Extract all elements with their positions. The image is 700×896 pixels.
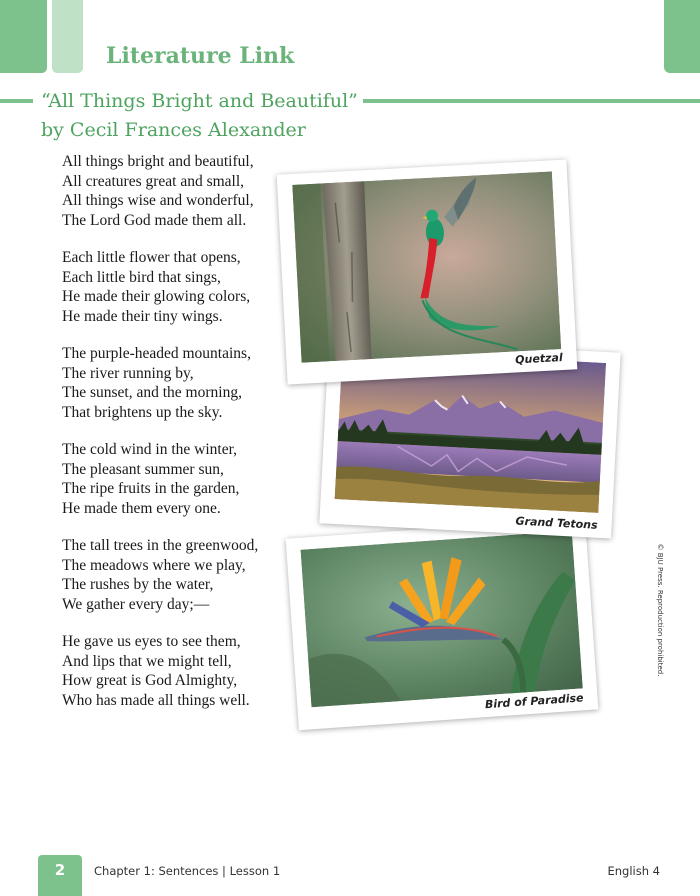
poem-stanza [62,536,302,614]
poem-line: Who has made all things well. [62,691,250,709]
poem-line: The pleasant summer sun, [62,460,224,478]
photo-bird-of-paradise [286,518,599,730]
photo-quetzal [277,160,578,385]
header-tab-left [0,0,47,73]
footer-book: English 4 [607,864,660,878]
quetzal-image [292,171,561,362]
page-number-box [38,855,82,896]
poem-stanza [62,440,302,518]
poem-line: All things wise and wonderful, [62,192,254,209]
title-rule-left [0,99,33,103]
poem-line: We gather every day;— [62,595,210,613]
section-title: Literature Link [106,43,295,69]
poem-line: He made them every one. [62,499,221,517]
poem-line: And lips that we might tell, [62,652,232,670]
poem-line: The sunset, and the morning, [62,384,242,401]
poem-line: The river running by, [62,364,194,382]
poem-line: The purple-headed mountains, [62,345,251,362]
poem-stanza [62,344,302,422]
poem-stanza [62,248,302,326]
poem-stanza [62,632,302,710]
poem-line: The Lord God made them all. [62,211,247,229]
poem-line: All things bright and beautiful, [62,153,254,170]
bird-of-paradise-image [300,531,582,708]
photo-caption: Quetzal [514,351,564,367]
poem-line: The meadows where we play, [62,556,246,574]
copyright-notice: © BJU Press. Reproduction prohibited. [656,543,664,677]
poem-line: The rushes by the water, [62,576,214,593]
poem-line: All creatures great and small, [62,172,245,190]
poem-line: Each little bird that sings, [62,268,221,286]
poem-title: “All Things Bright and Beautiful” [41,90,358,112]
page-number: 2 [54,861,66,879]
photo-caption: Grand Tetons [515,514,598,532]
poem-line: Each little flower that opens, [62,249,241,266]
title-rule-right [363,99,700,103]
poem-body [62,152,302,728]
poem-stanza [62,152,302,230]
header-tab-right [664,0,700,73]
poem-line: How great is God Almighty, [62,672,238,689]
poem-line: That brightens up the sky. [62,403,223,421]
poem-line: He made their tiny wings. [62,307,223,325]
photo-caption: Bird of Paradise [484,691,584,712]
footer-chapter: Chapter 1: Sentences | Lesson 1 [94,864,281,878]
poem-line: He gave us eyes to see them, [62,633,241,650]
poem-heading [41,87,358,145]
poem-line: The cold wind in the winter, [62,441,238,458]
header-tab-left-light [52,0,83,73]
poem-line: The ripe fruits in the garden, [62,480,240,497]
poem-line: The tall trees in the greenwood, [62,537,259,554]
poem-line: He made their glowing colors, [62,288,251,305]
poem-author: by Cecil Frances Alexander [41,119,306,141]
